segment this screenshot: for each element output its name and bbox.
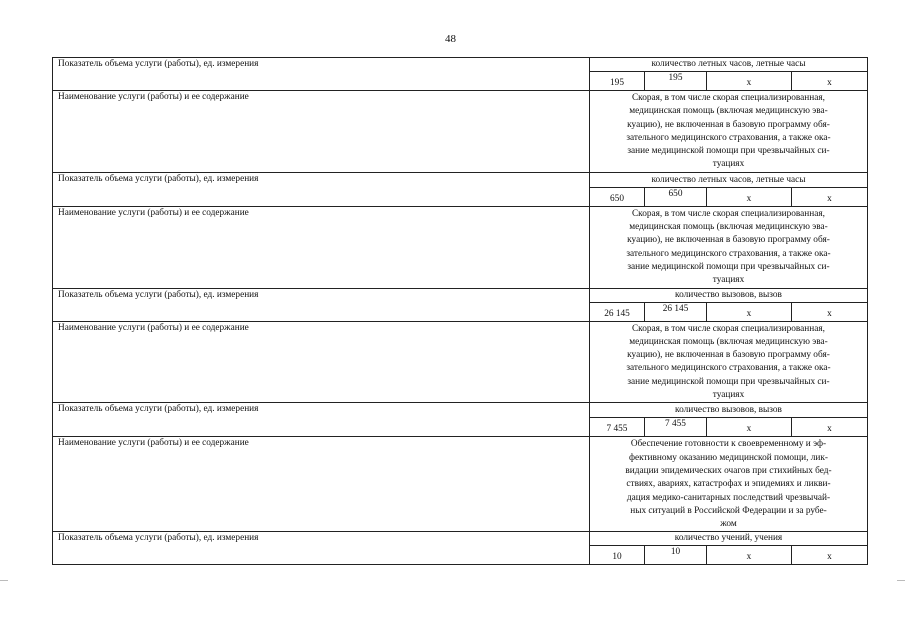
unit-of-measure: количество летных часов, летные часы: [651, 174, 806, 185]
volume-values: [590, 71, 867, 90]
table-row: [53, 288, 868, 321]
volume-values: [590, 545, 867, 564]
value-cell: х: [706, 546, 791, 564]
value-cell: 195: [610, 78, 624, 88]
table-row: [53, 403, 868, 437]
service-description-cell: [590, 91, 868, 173]
table-row: [53, 321, 868, 403]
services-table: [52, 57, 868, 565]
scan-edge-mark: [897, 580, 905, 581]
value-cell: х: [706, 303, 791, 321]
volume-indicator-label: Показатель объема услуги (работы), ед. измерения: [53, 172, 590, 206]
volume-indicator-label: Показатель объема услуги (работы), ед. измерения: [53, 58, 590, 91]
scan-edge-mark: [0, 580, 8, 581]
page-number: 48: [445, 33, 456, 45]
value-cell: х: [791, 418, 867, 436]
volume-indicator-label: Показатель объема услуги (работы), ед. измерения: [53, 403, 590, 437]
service-description: Обеспечение готовности к своевременному и эф- фективному оказанию медицинской помощи, лик- видации эпидемических очагов при стихийных бед- ствиях, авариях, катастрофах и эпидемиях и ликви- дация медико-санитарных последствий чрезвычай- ных ситуаций в Российской Федерации и за рубе- жом: [625, 439, 832, 530]
service-description: Скорая, в том числе скорая специализированная, медицинская помощь (включая медицинскую эва- куацию), не включенная в базовую программу обя- зательного медицинского страхования, а также ока- зание медицинской помощи при чрезвычайных си- туациях: [626, 93, 831, 170]
service-description: Скорая, в том числе скорая специализированная, медицинская помощь (включая медицинскую эва- куацию), не включенная в базовую программу обя- зательного медицинского страхования, а также ока- зание медицинской помощи при чрезвычайных си- туациях: [626, 208, 831, 286]
service-description-cell: [590, 321, 868, 403]
volume-indicator-label: Показатель объема услуги (работы), ед. измерения: [53, 288, 590, 321]
value-cell: 26 145: [604, 308, 630, 319]
unit-of-measure: количество вызовов, вызов: [675, 405, 782, 416]
service-name-label: Наименование услуги (работы) и ее содержание: [53, 437, 590, 532]
volume-values: [590, 302, 867, 321]
value-cell: х: [791, 303, 867, 321]
value-cell: 195: [644, 72, 706, 90]
value-cell: 650: [644, 188, 706, 206]
service-description-cell: [590, 437, 868, 532]
value-cell: 7 455: [606, 424, 628, 435]
service-description-cell: [590, 206, 868, 288]
table-row: [53, 172, 868, 206]
service-name-label: Наименование услуги (работы) и ее содержание: [53, 206, 590, 288]
volume-cell: [590, 532, 868, 565]
value-cell: 10: [644, 546, 706, 564]
volume-indicator-label: Показатель объема услуги (работы), ед. измерения: [53, 532, 590, 565]
value-cell: х: [791, 72, 867, 90]
value-cell: 7 455: [644, 418, 706, 436]
table-row: [53, 91, 868, 173]
table-row: [53, 532, 868, 565]
unit-of-measure: количество летных часов, летные часы: [651, 59, 806, 69]
value-cell: х: [706, 418, 791, 436]
service-name-label: Наименование услуги (работы) и ее содержание: [53, 91, 590, 173]
volume-values: [590, 417, 867, 436]
value-cell: х: [791, 546, 867, 564]
table-row: [53, 206, 868, 288]
volume-cell: [590, 172, 868, 206]
value-cell: х: [706, 72, 791, 90]
volume-cell: [590, 403, 868, 437]
unit-of-measure: количество вызовов, вызов: [675, 289, 782, 300]
value-cell: 26 145: [644, 303, 706, 321]
value-cell: 650: [610, 193, 624, 204]
value-cell: 10: [612, 552, 622, 563]
volume-values: [590, 187, 867, 206]
value-cell: х: [791, 188, 867, 206]
table-row: [53, 58, 868, 91]
volume-cell: [590, 58, 868, 91]
unit-of-measure: количество учений, учения: [674, 533, 783, 544]
value-cell: х: [706, 188, 791, 206]
service-description: Скорая, в том числе скорая специализированная, медицинская помощь (включая медицинскую эва- куацию), не включенная в базовую программу обя- зательного медицинского страхования, а также ока- зание медицинской помощи при чрезвычайных си- туациях: [626, 323, 831, 401]
volume-cell: [590, 288, 868, 321]
service-name-label: Наименование услуги (работы) и ее содержание: [53, 321, 590, 403]
table-row: [53, 437, 868, 532]
